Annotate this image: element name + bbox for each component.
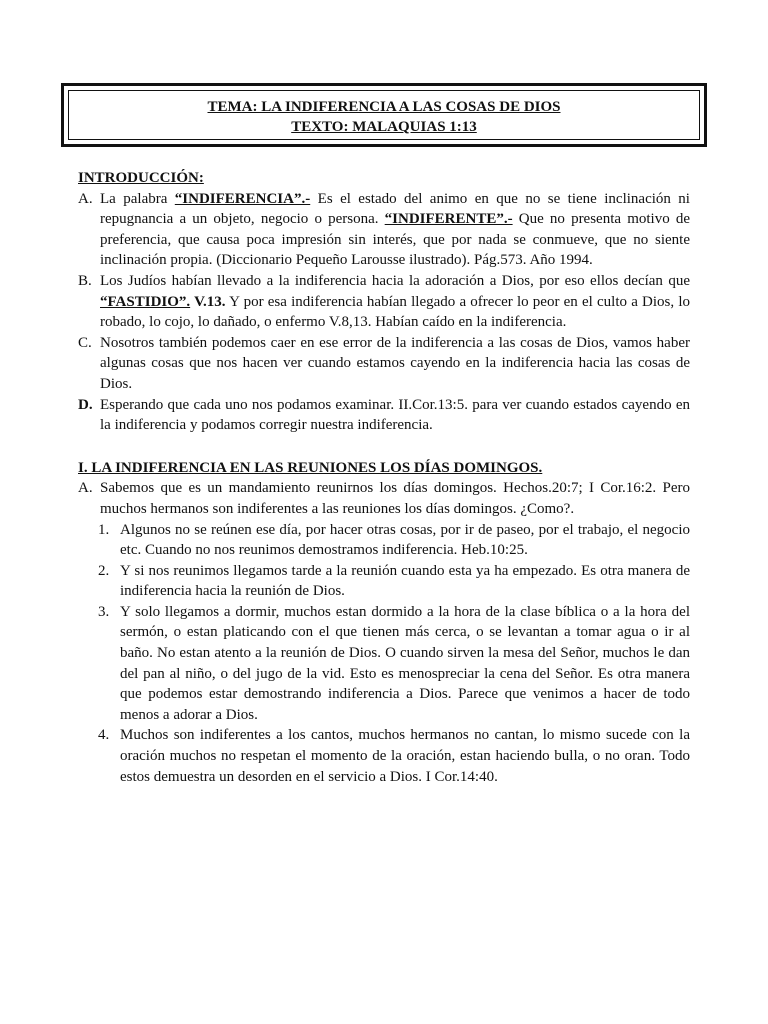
title-box <box>61 83 707 147</box>
item-marker: A. <box>78 480 93 497</box>
item-text: Esperando que cada uno nos podamos examinar. II.Cor.13:5. para ver cuando estados cayendo en la indiferencia y podamos corregir nuestra indiferencia. <box>100 396 690 434</box>
item-text: Que no presenta motivo de preferencia, que causa poca impresión sin interés, que por nada se conmueve, que no siente inclinación propia. (Diccionario Pequeño Larousse ilustrado). Pág.573. Año 1994. <box>100 211 691 269</box>
intro-item-d <box>78 395 690 436</box>
subitem-4 <box>78 725 690 787</box>
item-text: La palabra <box>100 190 175 207</box>
item-marker: A. <box>78 190 93 207</box>
subitem-text: Muchos son indiferentes a los cantos, muchos hermanos no cantan, lo mismo sucede con la oración muchos no respetan el momento de la oración, estan haciendo bulla, o no oran. Todo estos demuestra un desorden en el servicio a Dios. I Cor.14:40. <box>120 727 690 785</box>
intro-item-b <box>78 271 690 333</box>
section-1-item-a <box>78 478 690 519</box>
subitem-text: Algunos no se reúnen ese día, por hacer otras cosas, por ir de paseo, por el trabajo, el negocio etc. Cuando no nos reunimos demostramos indiferencia. Heb.10:25. <box>120 521 690 559</box>
item-text: Es el estado del animo en que no se tiene inclinación ni repugnancia a un objeto, negocio o persona. <box>100 190 690 228</box>
subitem-2 <box>78 561 690 602</box>
keyword-indiferencia: “INDIFERENCIA”.- <box>174 190 311 207</box>
item-marker: D. <box>78 396 93 413</box>
section-spacer <box>78 436 690 458</box>
subitem-1 <box>78 520 690 561</box>
item-marker: C. <box>78 334 92 351</box>
intro-item-c <box>78 333 690 395</box>
verse-reference: V.13. <box>190 293 226 310</box>
subitem-number: 2. <box>98 562 110 579</box>
item-marker: B. <box>78 272 92 289</box>
item-text: Y por esa indiferencia habían llegado a ofrecer lo peor en el culto a Dios, lo robado, lo cojo, lo dañado, o enfermo V.8,13. Habían caído en la indiferencia. <box>100 293 690 331</box>
section-1-heading: I. LA INDIFERENCIA EN LAS REUNIONES LOS DÍAS DOMINGOS. <box>78 459 543 476</box>
keyword-fastidio: “FASTIDIO”. <box>100 293 191 310</box>
keyword-indiferente: “INDIFERENTE”.- <box>384 211 513 228</box>
subitem-number: 1. <box>98 521 110 538</box>
subitem-text: Y solo llegamos a dormir, muchos estan dormido a la hora de la clase bíblica o a la hora del sermón, o estan platicando con el que tienen más cerca, o se levantan a tomar agua o ir al baño. No estan atento a la reunión de Dios. O cuando sirven la mesa del Señor, muchos le dan del pan al niño, o del jugo de la vid. Esto es menospreciar la cena del Señor. Es otra manera que podemos estar demostrando indiferencia a Dios. Parece que venimos a hacer de todo menos a adorar a Dios. <box>120 603 690 723</box>
subitem-3 <box>78 602 690 726</box>
item-text: Nosotros también podemos caer en ese error de la indiferencia a las cosas de Dios, vamos haber algunas cosas que nos hacen ver cuando estamos cayendo en la indiferencia hacia las cosas de Dios. <box>100 334 690 392</box>
item-text: Los Judíos habían llevado a la indiferencia hacia la adoración a Dios, por eso ellos decían que <box>100 272 690 289</box>
subitem-number: 3. <box>98 603 110 620</box>
title-text <box>64 97 704 137</box>
document-body <box>78 168 690 787</box>
theme-title: TEMA: LA INDIFERENCIA A LAS COSAS DE DIOS <box>207 99 561 115</box>
subitem-text: Y si nos reunimos llegamos tarde a la reunión cuando esta ya ha empezado. Es otra manera de indiferencia hacia la reunión de Dios. <box>120 562 690 600</box>
subitem-number: 4. <box>98 727 110 744</box>
scripture-title: TEXTO: MALAQUIAS 1:13 <box>291 119 477 135</box>
intro-item-a <box>78 189 690 271</box>
item-text: Sabemos que es un mandamiento reunirnos los días domingos. Hechos.20:7; I Cor.16:2. Pero muchos hermanos son indiferentes a las reuniones los días domingos. ¿Como?. <box>100 480 690 517</box>
intro-heading: INTRODUCCIÓN: <box>78 170 204 186</box>
